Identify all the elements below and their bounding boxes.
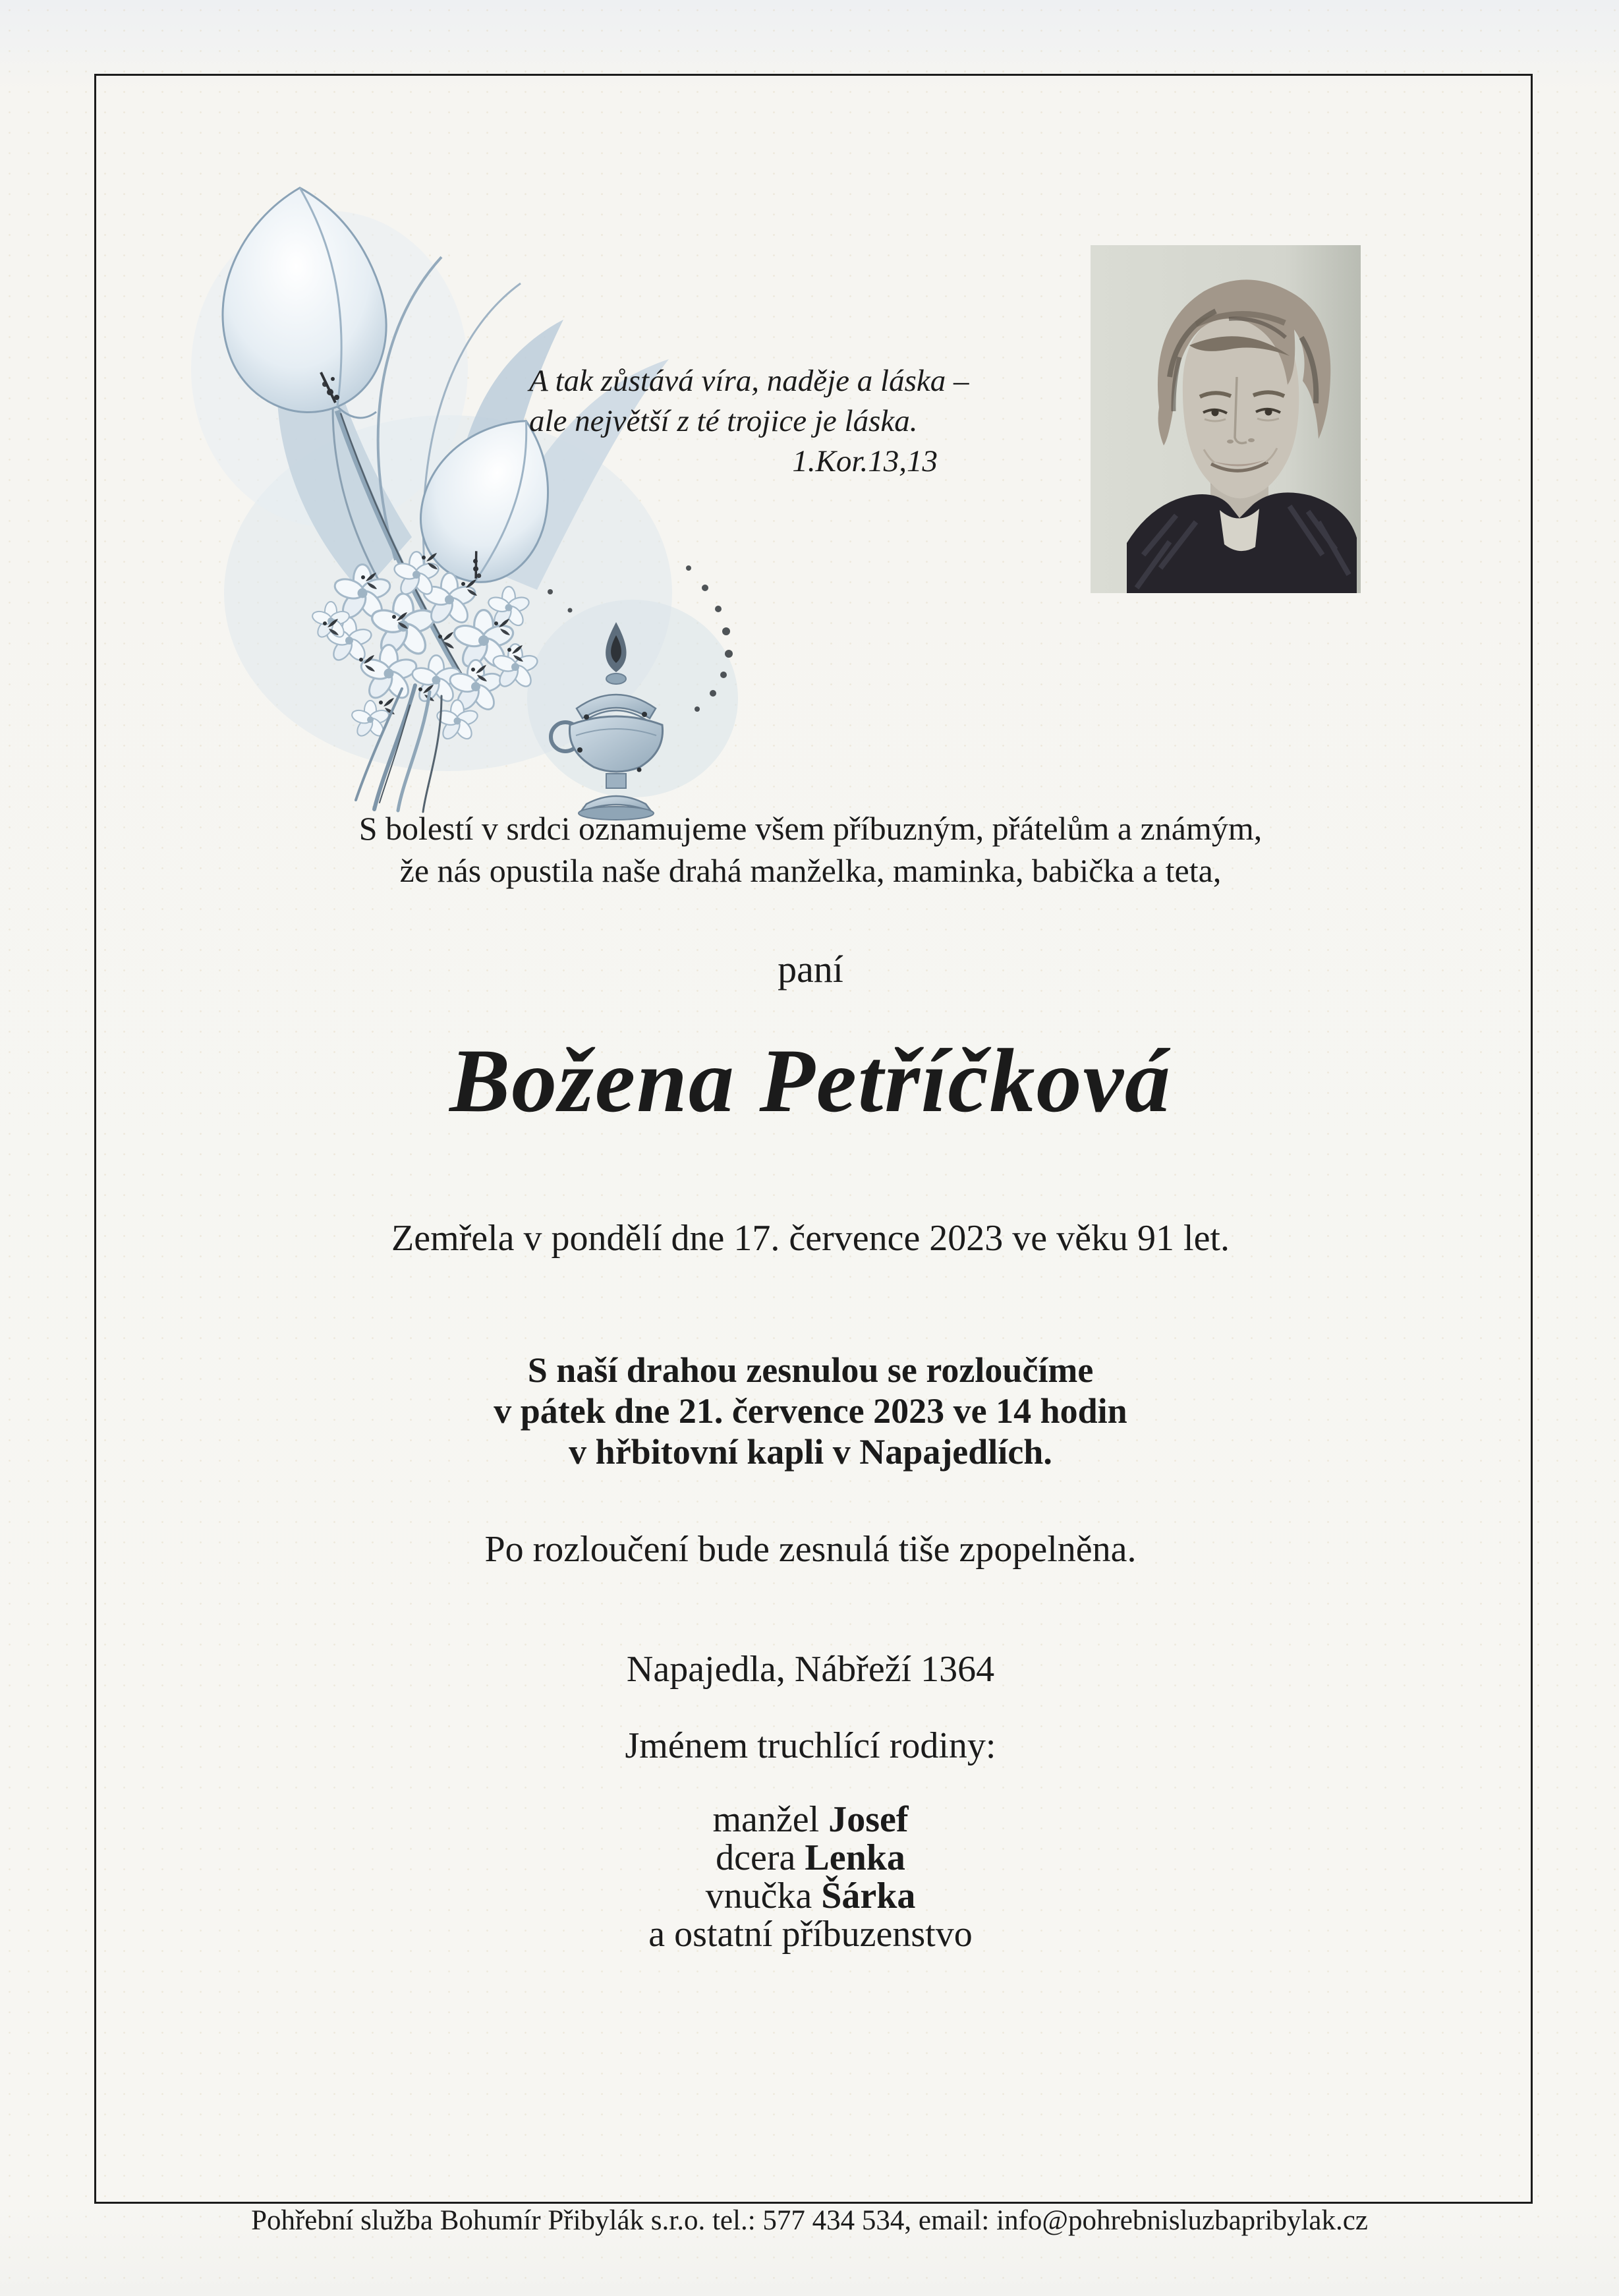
family-relation: vnučka — [705, 1876, 812, 1916]
announcement-line-2: že nás opustila naše drahá manželka, maminka, babička a teta, — [399, 852, 1222, 889]
family-member — [92, 1800, 1529, 1839]
family-relation: dcera — [716, 1837, 796, 1878]
funeral-service-footer: Pohřební služba Bohumír Přibylák s.r.o. tel.: 577 434 534, email: info@pohrebnisluzbapribylak.cz — [251, 2205, 1368, 2236]
family-member — [92, 1839, 1529, 1877]
ceremony-details — [92, 1350, 1529, 1472]
calla-lily-bouquet-illustration — [165, 165, 745, 824]
salutation: paní — [778, 948, 843, 990]
family-member — [92, 1877, 1529, 1915]
family-other-relatives: a ostatní příbuzenstvo — [648, 1914, 973, 1955]
bible-quote — [529, 361, 1006, 482]
announcement-paragraph — [92, 807, 1529, 892]
address-line: Napajedla, Nábřeží 1364 — [626, 1649, 995, 1690]
portrait-illustration — [1091, 245, 1361, 593]
quote-line-2: ale největší z té trojice je láska. — [529, 404, 918, 438]
family-relation: manžel — [712, 1799, 820, 1840]
death-date-line: Zemřela v pondělí dne 17. července 2023 ve věku 91 let. — [391, 1218, 1230, 1259]
quote-reference: 1.Kor.13,13 — [792, 444, 938, 478]
announcement-line-1: S bolestí v srdci oznamujeme všem příbuzným, přátelům a známým, — [358, 810, 1263, 847]
deceased-name: Božena Petříčková — [449, 1030, 1172, 1131]
ceremony-line-3: v hřbitovní kapli v Napajedlích. — [569, 1432, 1052, 1472]
family-member-name: Lenka — [805, 1837, 905, 1878]
deceased-portrait-photo — [1091, 245, 1361, 593]
family-list — [92, 1800, 1529, 1953]
family-member-name: Šárka — [821, 1876, 916, 1916]
family-intro: Jménem truchlící rodiny: — [625, 1725, 996, 1766]
quote-line-1: A tak zůstává víra, naděje a láska – — [529, 364, 969, 398]
ceremony-line-2: v pátek dne 21. července 2023 ve 14 hodin — [494, 1391, 1127, 1431]
cremation-note: Po rozloučení bude zesnulá tiše zpopelněna. — [484, 1529, 1137, 1570]
family-member-name: Josef — [828, 1799, 909, 1840]
ceremony-line-1: S naší drahou zesnulou se rozloučíme — [527, 1350, 1094, 1390]
